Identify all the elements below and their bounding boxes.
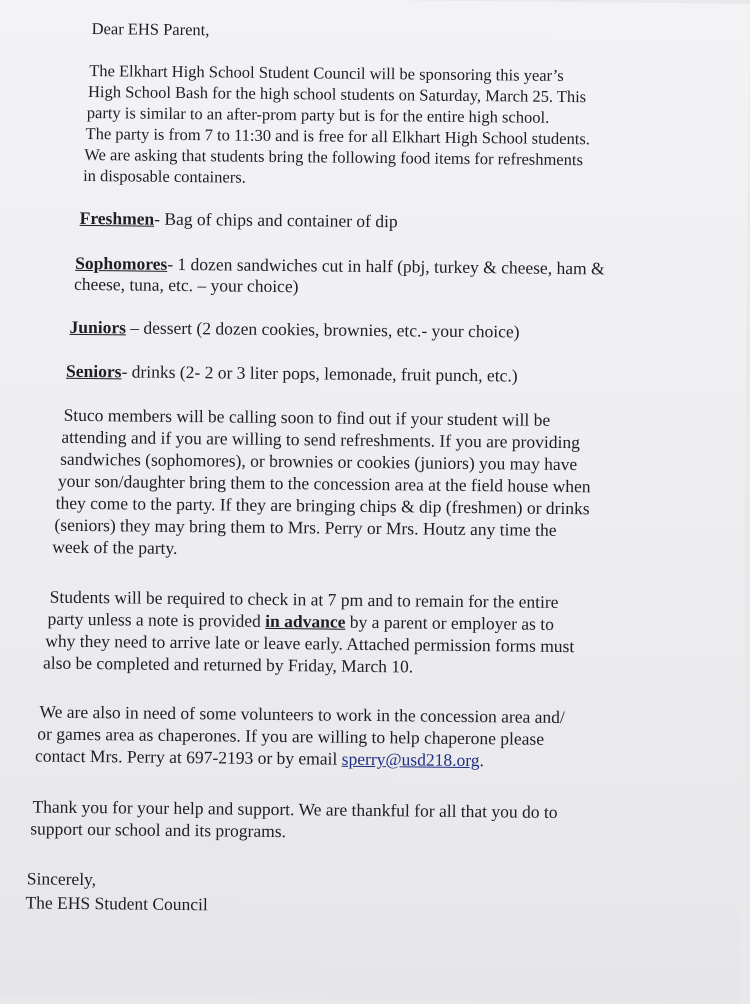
stuco-line: (seniors) they may bring them to Mrs. Perry or Mrs. Houtz any time the — [54, 514, 557, 540]
volunteers-text: contact Mrs. Perry at 697-2193 or by email — [34, 745, 342, 769]
volunteers-text: . — [479, 750, 484, 771]
email-link[interactable]: sperry@usd218.org — [341, 748, 480, 771]
sophomores-label: Sophomores — [75, 252, 168, 274]
intro-line: High School Bash for the high school students on Saturday, March 25. This — [87, 82, 587, 107]
thanks-line: support our school and its programs. — [30, 818, 287, 842]
volunteers-line: We are also in need of some volunteers to work in the concession area and/ — [39, 701, 565, 728]
seniors-text: - drinks (2- 2 or 3 liter pops, lemonade, fruit punch, etc.) — [121, 361, 518, 386]
signature: The EHS Student Council — [25, 892, 208, 915]
checkin-line: Students will be required to check in at 7 pm and to remain for the entire — [49, 586, 559, 612]
stuco-line: attending and if you are willing to send refreshments. If you are providing — [61, 426, 581, 453]
intro-line: in disposable containers. — [83, 165, 246, 187]
salutation: Dear EHS Parent, — [91, 19, 210, 40]
freshmen-text: - Bag of chips and container of dip — [154, 208, 398, 232]
freshmen-label: Freshmen — [79, 207, 155, 229]
sophomores-text: - 1 dozen sandwiches cut in half (pbj, turkey & cheese, ham & — [167, 253, 605, 279]
sophomores-text-continued: cheese, tuna, etc. – your choice) — [73, 273, 299, 297]
volunteers-line — [35, 745, 484, 770]
seniors-label: Seniors — [65, 360, 122, 382]
seniors-item — [66, 361, 518, 386]
juniors-label: Juniors — [69, 316, 127, 338]
freshmen-item — [80, 208, 398, 231]
volunteers-line: or games area as chaperones. If you are willing to help chaperone please — [37, 723, 545, 749]
stuco-line: they come to the party. If they are bringing chips & dip (freshmen) or drinks — [55, 492, 590, 519]
checkin-line — [47, 609, 554, 634]
stuco-line: Stuco members will be calling soon to find out if your student will be — [63, 404, 551, 430]
juniors-item — [69, 317, 519, 342]
in-advance-emphasis: in advance — [265, 610, 346, 632]
stuco-line: sandwiches (sophomores), or brownies or cookies (juniors) you may have — [60, 448, 578, 475]
closing: Sincerely, — [26, 868, 97, 890]
intro-line: We are asking that students bring the following food items for refreshments — [84, 144, 584, 170]
stuco-line: week of the party. — [52, 536, 178, 558]
juniors-text: – dessert (2 dozen cookies, brownies, etc.- your choice) — [125, 317, 520, 342]
stuco-line: your son/daughter bring them to the concession area at the field house when — [57, 470, 591, 497]
thanks-line: Thank you for your help and support. We are thankful for all that you do to — [32, 796, 558, 822]
intro-line: The party is from 7 to 11:30 and is free for all Elkhart High School students. — [85, 123, 591, 149]
intro-line: party is similar to an after-prom party but is for the entire high school. — [86, 102, 550, 127]
checkin-line: why they need to arrive late or leave early. Attached permission forms must — [45, 630, 575, 657]
checkin-text: party unless a note is provided — [47, 608, 266, 631]
intro-line: The Elkhart High School Student Council will be sponsoring this year’s — [89, 61, 564, 85]
checkin-line: also be completed and returned by Friday, March 10. — [42, 652, 414, 677]
checkin-text: by a parent or employer as to — [345, 611, 555, 634]
